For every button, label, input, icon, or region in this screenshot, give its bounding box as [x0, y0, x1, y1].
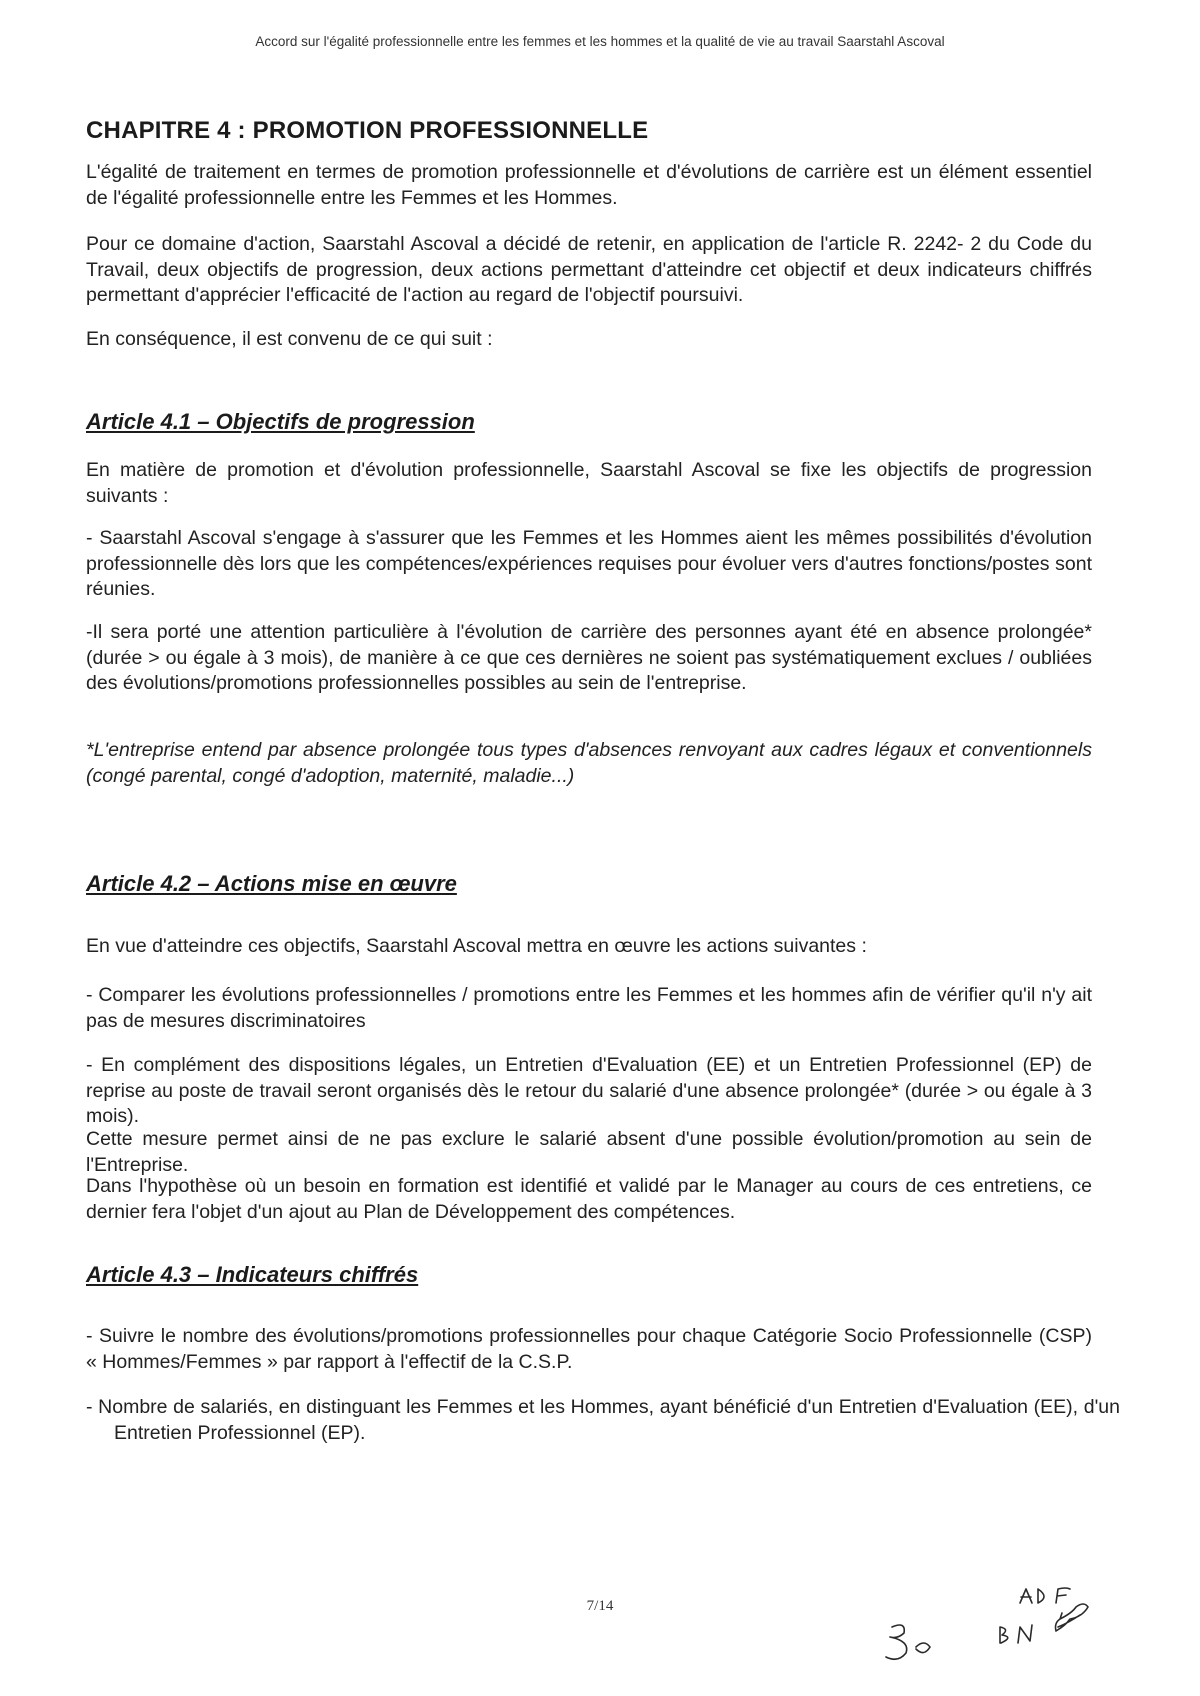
article-4-2-title: Article 4.2 – Actions mise en œuvre [86, 871, 457, 896]
action-item: - Comparer les évolutions professionnelles / promotions entre les Femmes et les hommes afin de vérifier qu'il n'y ait pas de mesures discriminatoires [86, 984, 1092, 1032]
objective-item: - Saarstahl Ascoval s'engage à s'assurer que les Femmes et les Hommes aient les mêmes possibilités d'évolution professionnelle dès lors que les compétences/expériences requises pour évoluer vers d'autres fonctions/postes sont réunies. [86, 527, 1092, 600]
chapter-intro-paragraph: L'égalité de traitement en termes de promotion professionnelle et d'évolutions de carrière est un élément essentiel de l'égalité professionnelle entre les Femmes et les Hommes. [86, 161, 1092, 209]
article-4-1-title: Article 4.1 – Objectifs de progression [86, 409, 475, 434]
indicator-item: - Suivre le nombre des évolutions/promotions professionnelles pour chaque Catégorie Socio Professionnelle (CSP) « Hommes/Femmes » par rapport à l'effectif de la C.S.P. [86, 1325, 1092, 1373]
absence-footnote: *L'entreprise entend par absence prolongée tous types d'absences renvoyant aux cadres légaux et conventionnels (congé parental, congé d'adoption, maternité, maladie...) [86, 739, 1092, 787]
initials-bn [1000, 1627, 1008, 1643]
article-4-2-intro: En vue d'atteindre ces objectifs, Saarstahl Ascoval mettra en œuvre les actions suivantes : [86, 935, 867, 957]
article-4-3-title: Article 4.3 – Indicateurs chiffrés [86, 1262, 419, 1287]
handwritten-initials-signature [880, 1585, 1120, 1685]
initials-bo [886, 1625, 907, 1659]
chapter-intro-paragraph: Pour ce domaine d'action, Saarstahl Ascoval a décidé de retenir, en application de l'article R. 2242- 2 du Code du Travail, deux objectifs de progression, deux actions permettant d'atteindre cet objectif et deux indicateurs chiffrés permettant d'apprécier l'efficacité de l'action au regard de l'objectif poursuivi. [86, 233, 1092, 306]
chapter-intro-paragraph: En conséquence, il est convenu de ce qui suit : [86, 328, 493, 350]
initials-adf [1020, 1589, 1032, 1603]
chapter-title: CHAPITRE 4 : PROMOTION PROFESSIONNELLE [86, 117, 649, 144]
action-item-continuation: Cette mesure permet ainsi de ne pas exclure le salarié absent d'une possible évolution/promotion au sein de l'Entreprise. [86, 1128, 1092, 1176]
initials-nd [1056, 1604, 1089, 1631]
running-header: Accord sur l'égalité professionnelle entre les femmes et les hommes et la qualité de vie au travail Saarstahl Ascoval [255, 34, 945, 49]
indicator-item: - Nombre de salariés, en distinguant les Femmes et les Hommes, ayant bénéficié d'un Entretien d'Evaluation (EE), d'un Entretien Professionnel (EP). [86, 1396, 1120, 1444]
article-4-1-intro: En matière de promotion et d'évolution professionnelle, Saarstahl Ascoval se fixe les objectifs de progression suivants : [86, 459, 1092, 507]
action-item-continuation: Dans l'hypothèse où un besoin en formation est identifié et validé par le Manager au cours de ces entretiens, ce dernier fera l'objet d'un ajout au Plan de Développement des compétences. [86, 1175, 1092, 1223]
objective-item: -Il sera porté une attention particulière à l'évolution de carrière des personnes ayant été en absence prolongée* (durée > ou égale à 3 mois), de manière à ce que ces dernières ne soient pas systématiquement exclues / oubliées des évolutions/promotions professionnelles possibles au sein de l'entreprise. [86, 621, 1092, 694]
page-number: 7/14 [586, 1598, 614, 1614]
action-item: - En complément des dispositions légales, un Entretien d'Evaluation (EE) et un Entretien Professionnel (EP) de reprise au poste de travail seront organisés dès le retour du salarié d'une absence prolongée* (durée > ou égale à 3 mois). [86, 1054, 1092, 1127]
